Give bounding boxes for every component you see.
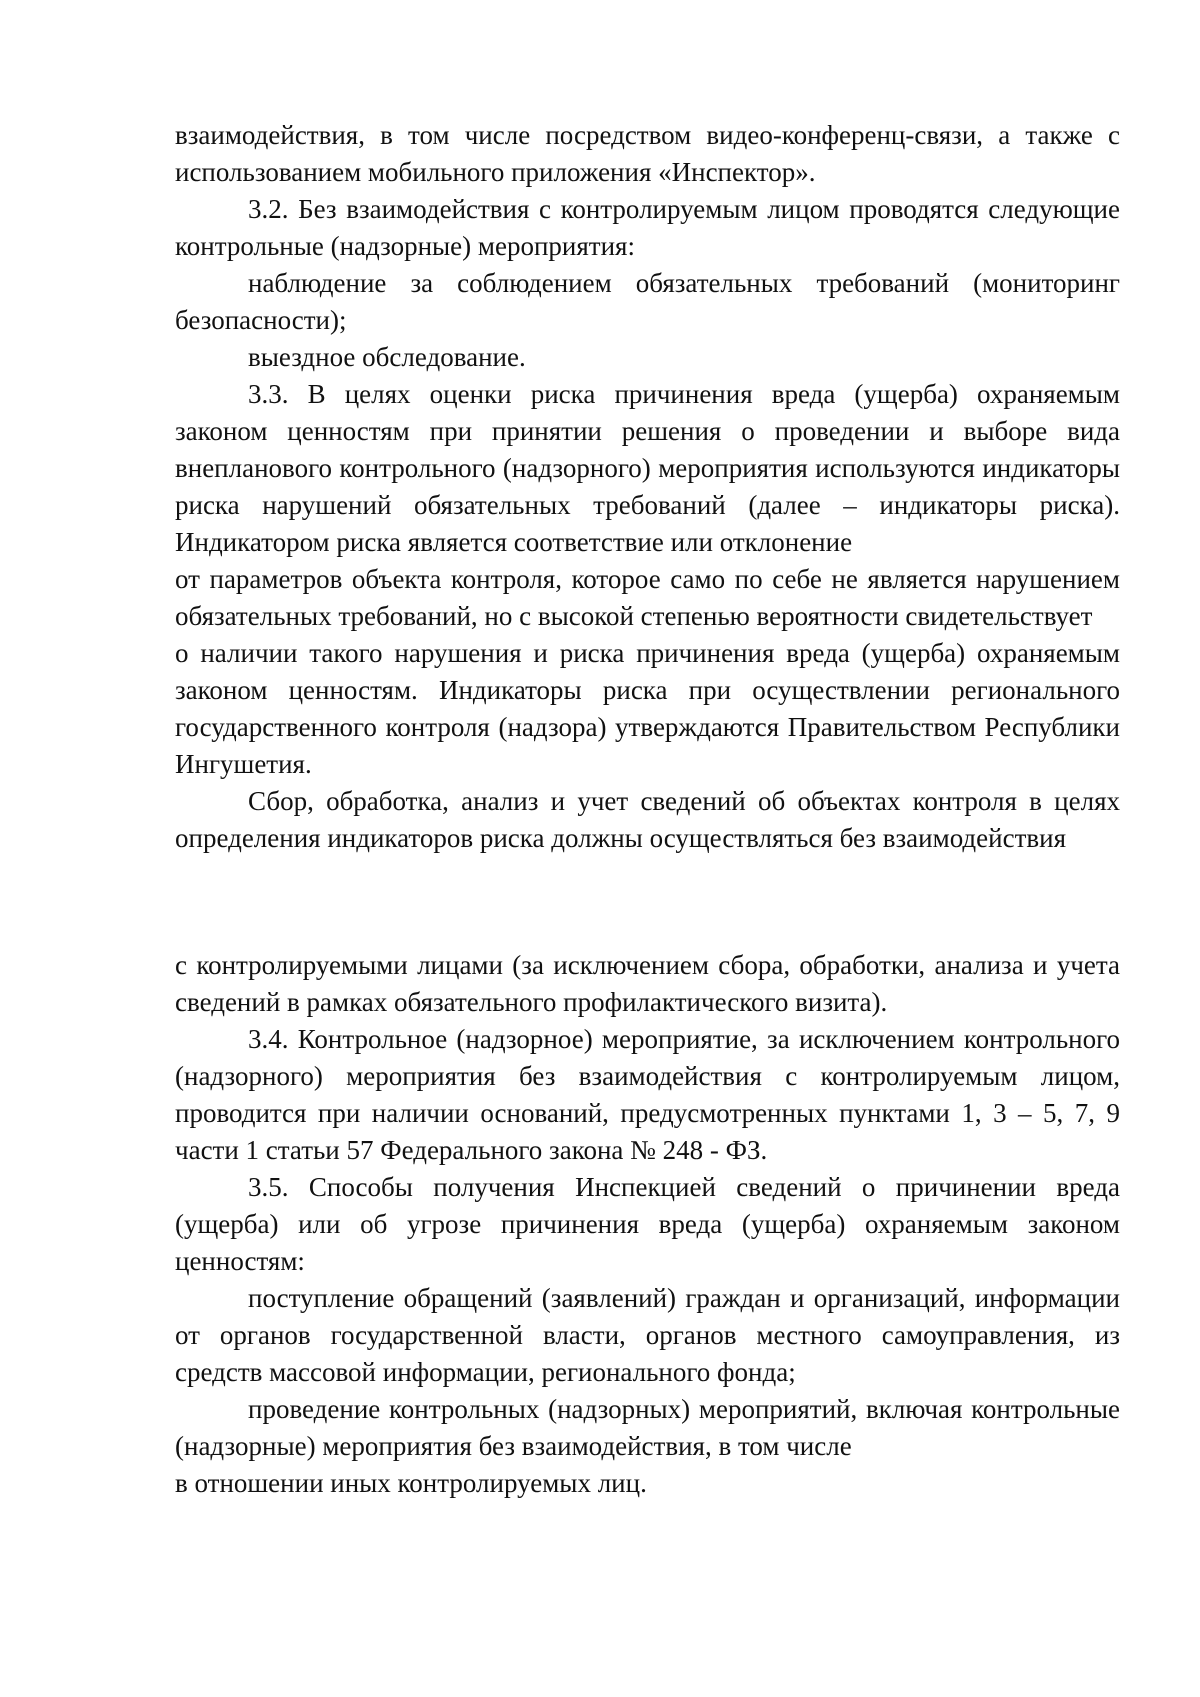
paragraph-3-4: 3.4. Контрольное (надзорное) мероприятие, за исключением контрольного (надзорного) мероприятия без взаимодействия с контролируемым лицом, проводится при наличии оснований, предусмотренных пунктами 1, 3 – 5, 7, 9 части 1 статьи 57 Федерального закона № 248 - ФЗ.	[175, 1024, 1120, 1165]
paragraph-3-3-cont-1: от параметров объекта контроля, которое само по себе не является нарушением обязательных требований, но с высокой степенью вероятности свидетельствует	[175, 564, 1120, 631]
text-block-upper	[175, 117, 1120, 857]
paragraph-3-5: 3.5. Способы получения Инспекцией сведений о причинении вреда (ущерба) или об угрозе причинения вреда (ущерба) охраняемым законом ценностям:	[175, 1172, 1120, 1276]
paragraph-control-measures: проведение контрольных (надзорных) мероприятий, включая контрольные (надзорные) мероприятия без взаимодействия, в том числе	[175, 1394, 1120, 1461]
paragraph-site-inspection: выездное обследование.	[248, 342, 526, 372]
paragraph-data-collection-cont: с контролируемыми лицами (за исключением сбора, обработки, анализа и учета сведений в рамках обязательного профилактического визита).	[175, 950, 1120, 1017]
paragraph-control-measures-cont: в отношении иных контролируемых лиц.	[175, 1468, 647, 1498]
paragraph-data-collection: Сбор, обработка, анализ и учет сведений об объектах контроля в целях определения индикаторов риска должны осуществляться без взаимодействия	[175, 786, 1120, 853]
paragraph-3-3: 3.3. В целях оценки риска причинения вреда (ущерба) охраняемым законом ценностям при принятии решения о проведении и выборе вида внепланового контрольного (надзорного) мероприятия используются индикаторы риска нарушений обязательных требований (далее – индикаторы риска). Индикатором риска является соответствие или отклонение	[175, 379, 1120, 557]
paragraph-3-2: 3.2. Без взаимодействия с контролируемым лицом проводятся следующие контрольные (надзорные) мероприятия:	[175, 194, 1120, 261]
text-block-lower	[175, 947, 1120, 1502]
paragraph-continuation: взаимодействия, в том числе посредством видео-конференц-связи, а также с использованием мобильного приложения «Инспектор».	[175, 120, 1120, 187]
paragraph-monitoring: наблюдение за соблюдением обязательных требований (мониторинг безопасности);	[175, 268, 1120, 335]
paragraph-appeals: поступление обращений (заявлений) граждан и организаций, информации от органов государственной власти, органов местного самоуправления, из средств массовой информации, регионального фонда;	[175, 1283, 1120, 1387]
paragraph-3-3-cont-2: о наличии такого нарушения и риска причинения вреда (ущерба) охраняемым законом ценностям. Индикаторы риска при осуществлении регионального государственного контроля (надзора) утверждаются Правительством Республики Ингушетия.	[175, 638, 1120, 779]
